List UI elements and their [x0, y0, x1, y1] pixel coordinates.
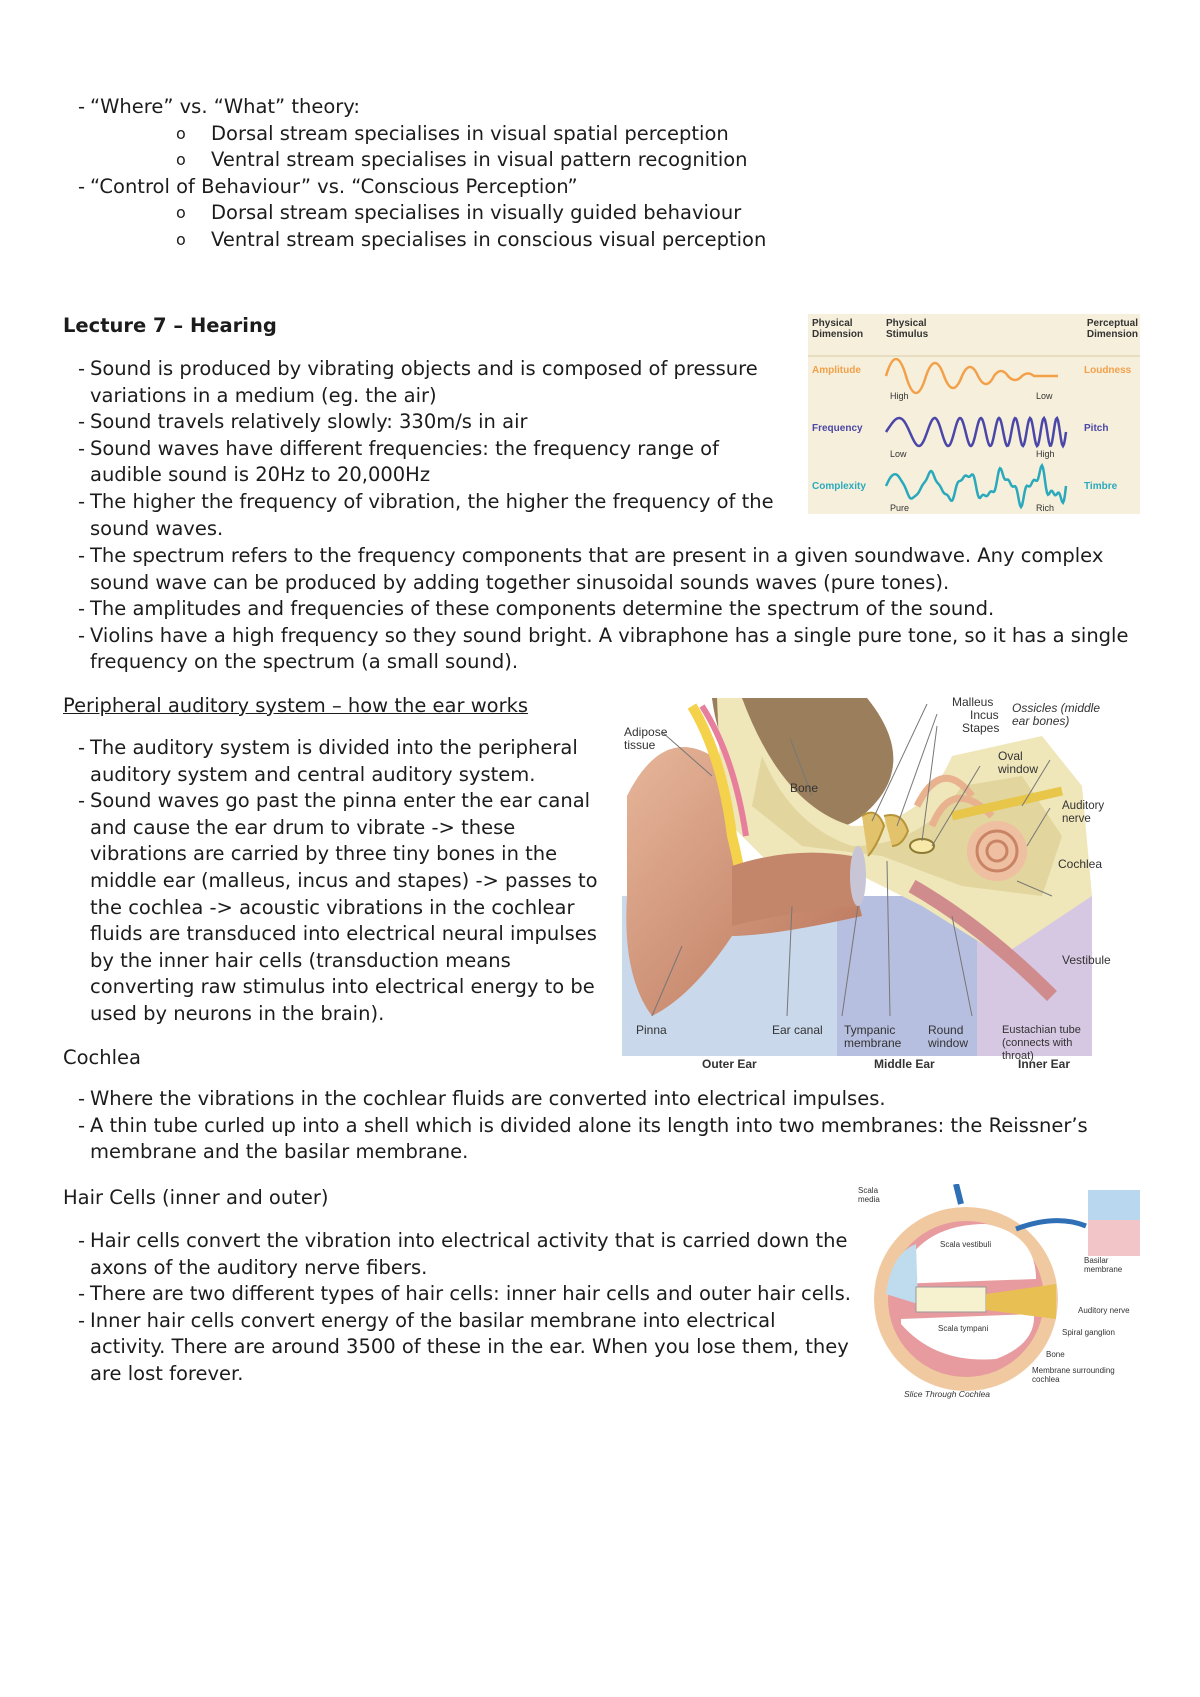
peripheral-title: Peripheral auditory system – how the ear works: [63, 694, 529, 717]
lecture-bullet: - Sound travels relatively slowly: 330m/s in air: [66, 409, 786, 436]
intro-subitem: [66, 200, 826, 227]
label-oval-window: Oval window: [998, 749, 1039, 776]
intro-subitem-text: Ventral stream specialises in visual pattern recognition: [211, 148, 748, 172]
label-middle-ear: Middle Ear: [874, 1057, 935, 1071]
sound-wave-figure: [808, 314, 1140, 514]
intro-item: [66, 174, 826, 201]
label-tympanic-membrane: Tympanic membrane: [844, 1023, 902, 1050]
label-scala-vestibuli: Scala vestibuli: [940, 1240, 992, 1249]
row-right-label: High: [1036, 449, 1055, 459]
intro-item: [66, 94, 826, 121]
intro-subitem-text: Dorsal stream specialises in visually guided behaviour: [211, 201, 742, 225]
cochlea-bullet: - Where the vibrations in the cochlear fluids are converted into electrical impulses.: [66, 1086, 1130, 1113]
row-percept-pitch: Pitch: [1084, 423, 1109, 434]
peripheral-bullets: [66, 735, 606, 1028]
cochlea-title: Cochlea: [63, 1046, 141, 1069]
lecture-bullet: - The higher the frequency of vibration, the higher the frequency of the sound waves.: [66, 489, 786, 542]
lecture-bullet: - Sound waves have different frequencies: the frequency range of audible sound is 20Hz to 20,000Hz: [66, 436, 786, 489]
lecture-bullet: - Sound is produced by vibrating objects and is composed of pressure variations in a medium (eg. the air): [66, 356, 786, 409]
label-bone-slice: Bone: [1046, 1350, 1065, 1359]
label-cochlea: Cochlea: [1058, 857, 1103, 871]
basilar-inset-top: [1088, 1190, 1140, 1220]
lecture-title: Lecture 7 – Hearing: [63, 314, 277, 337]
row-dimension-frequency: Frequency: [812, 423, 863, 434]
ear-anatomy-figure: [622, 695, 1111, 1076]
label-outer-ear: Outer Ear: [702, 1057, 757, 1071]
figure-caption: Slice Through Cochlea: [904, 1389, 990, 1399]
lecture-bullets-wide: [66, 543, 1130, 676]
label-adipose-tissue: Adipose tissue: [624, 725, 668, 752]
intro-subitem: [66, 227, 826, 254]
row-percept-timbre: Timbre: [1084, 481, 1118, 492]
label-bone: Bone: [790, 781, 819, 795]
header-physical-stimulus: Physical Stimulus: [886, 318, 929, 340]
label-stapes: Stapes: [962, 721, 1000, 735]
intro-subitem-text: Dorsal stream specialises in visual spatial perception: [211, 121, 729, 145]
row-dimension-complexity: Complexity: [812, 481, 866, 492]
label-pinna: Pinna: [636, 1023, 667, 1037]
label-auditory-nerve-text: Auditory nerve: [1062, 800, 1105, 825]
row-left-label: High: [890, 391, 909, 401]
label-ear-canal: Ear canal: [772, 1023, 823, 1037]
hair-cells-bullet: - Hair cells convert the vibration into electrical activity that is carried down the axons of the auditory nerve fibers.: [66, 1228, 856, 1281]
intro-item-text: “Where” vs. “What” theory:: [90, 95, 361, 118]
intro-section: [66, 94, 826, 254]
peripheral-bullet: - The auditory system is divided into the peripheral auditory system and central auditory system.: [66, 735, 606, 788]
stapes-shape: [910, 839, 934, 853]
hair-cells-bullet: - Inner hair cells convert energy of the basilar membrane into electrical activity. There are around 3500 of these in the ear. When you lose them, they are lost forever.: [66, 1308, 856, 1388]
label-ossicles: Ossicles (middle ear bones): [1012, 701, 1101, 728]
lecture-bullets-narrow: [66, 356, 786, 542]
label-inner-ear: Inner Ear: [1018, 1057, 1071, 1071]
row-dimension-amplitude: Amplitude: [812, 365, 861, 376]
tympanic-membrane-shape: [850, 846, 866, 906]
label-membrane-surrounding: Membrane surrounding cochlea: [1032, 1366, 1115, 1384]
label-round-window: Round window: [928, 1023, 969, 1050]
lecture-bullet: - The spectrum refers to the frequency components that are present in a given soundwave. Any complex sound wave can be produced by adding together sinusoidal sounds waves (pure tones).: [66, 543, 1130, 596]
label-scala-media: Scala media: [858, 1186, 880, 1204]
row-left-label: Low: [890, 449, 907, 459]
label-basilar-membrane: Basilar membrane: [1084, 1256, 1123, 1274]
label-scala-tympani: Scala tympani: [938, 1324, 989, 1333]
lecture-bullet: - The amplitudes and frequencies of these components determine the spectrum of the sound.: [66, 596, 1130, 623]
header-physical-dimension: Physical Dimension: [812, 318, 864, 340]
hair-cells-bullet: - There are two different types of hair cells: inner hair cells and outer hair cells.: [66, 1281, 856, 1308]
lecture-bullet: - Violins have a high frequency so they sound bright. A vibraphone has a single pure tone, so it has a single frequency on the spectrum (a small sound).: [66, 623, 1130, 676]
organ-of-corti-box: [916, 1287, 986, 1312]
row-left-label: Pure: [890, 503, 910, 513]
intro-item-text: “Control of Behaviour” vs. “Conscious Perception”: [90, 174, 578, 198]
peripheral-bullet: - Sound waves go past the pinna enter the ear canal and cause the ear drum to vibrate -> these vibrations are carried by three tiny bones in the middle ear (malleus, incus and stapes) -> passes to the cochlea -> acoustic vibrations in the cochlear fluids are transduced into electrical neural impulses by the inner hair cells (transduction means converting raw stimulus into electrical energy to be used by neurons in the brain).: [66, 788, 606, 1027]
label-spiral-ganglion: Spiral ganglion: [1062, 1328, 1115, 1337]
intro-subitem: [66, 121, 826, 148]
cochlea-bullet: - A thin tube curled up into a shell which is divided alone its length into two membranes: the Reissner’s membrane and the basilar membrane.: [66, 1113, 1130, 1166]
label-auditory-nerve-slice: Auditory nerve: [1078, 1306, 1130, 1315]
row-right-label: Low: [1036, 391, 1053, 401]
label-eustachian-tube: Eustachian tube (connects with throat): [1002, 1024, 1081, 1062]
header-perceptual-dimension: Perceptual Dimension: [1086, 318, 1138, 340]
hair-cells-title: Hair Cells (inner and outer): [63, 1186, 329, 1209]
cochlea-bullets: [66, 1086, 1130, 1166]
cochlea-slice-figure: [856, 1184, 1142, 1404]
label-vestibule: Vestibule: [1062, 953, 1111, 967]
intro-subitem-text: Ventral stream specialises in conscious visual perception: [211, 227, 767, 251]
label-malleus: Malleus: [952, 695, 994, 709]
arrow-down-icon: [956, 1184, 961, 1204]
row-right-label: Rich: [1036, 503, 1055, 513]
label-incus: Incus: [970, 708, 999, 722]
row-percept-loudness: Loudness: [1084, 365, 1132, 376]
hair-cells-bullets: [66, 1228, 856, 1388]
arrow-right-icon: [1016, 1221, 1086, 1229]
intro-subitem: [66, 147, 826, 174]
